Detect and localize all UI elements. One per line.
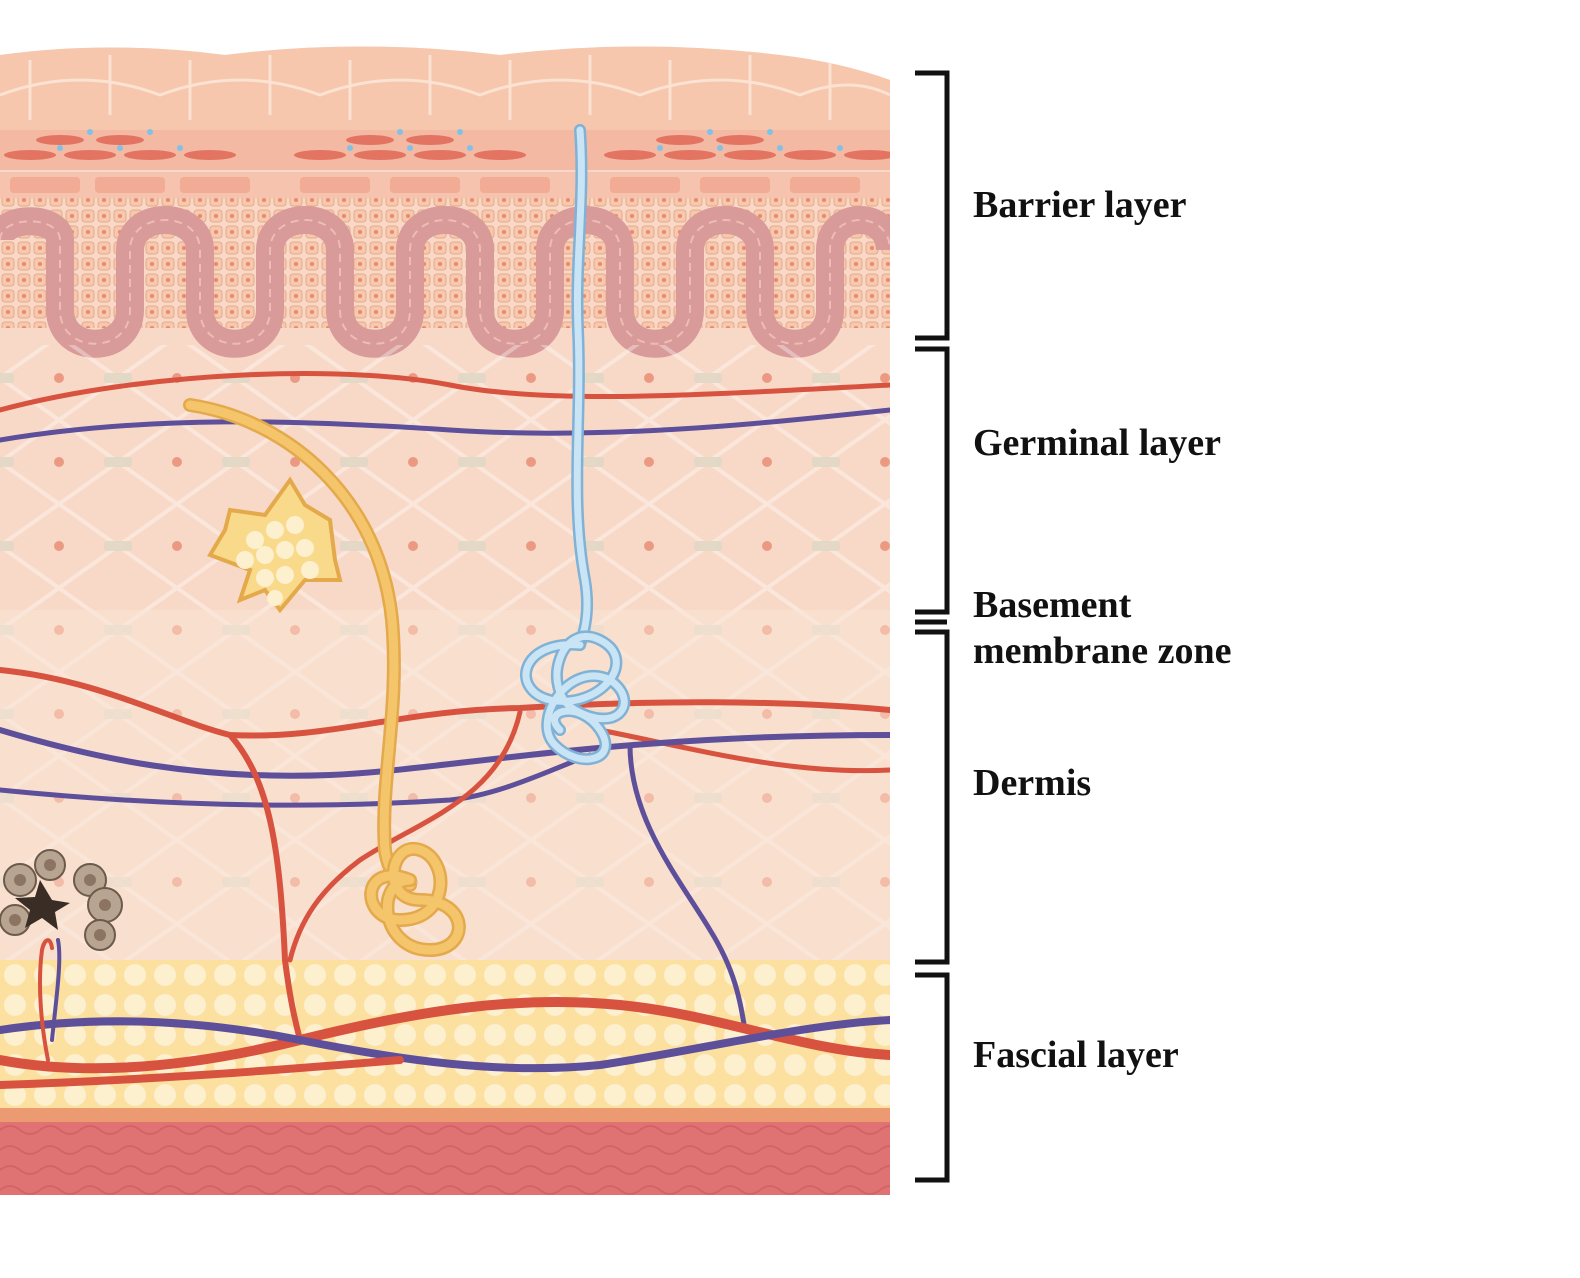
bracket-barrier [915, 73, 947, 338]
bracket-fascial [915, 975, 947, 1180]
bracket-dermis [915, 632, 947, 962]
fascia-band [0, 1108, 890, 1122]
label-dermis: Dermis [973, 762, 1092, 804]
label-barrier-layer: Barrier layer [973, 184, 1187, 226]
label-basement-membrane-line1: Basement [973, 584, 1132, 626]
granular-cell-rows [0, 129, 896, 198]
layer-brackets [915, 73, 947, 1180]
bracket-germinal [915, 349, 947, 612]
label-basement-membrane-line2: membrane zone [973, 630, 1232, 672]
label-fascial-layer: Fascial layer [973, 1034, 1179, 1076]
label-germinal-layer: Germinal layer [973, 422, 1221, 464]
muscle-fibers [0, 1122, 890, 1197]
